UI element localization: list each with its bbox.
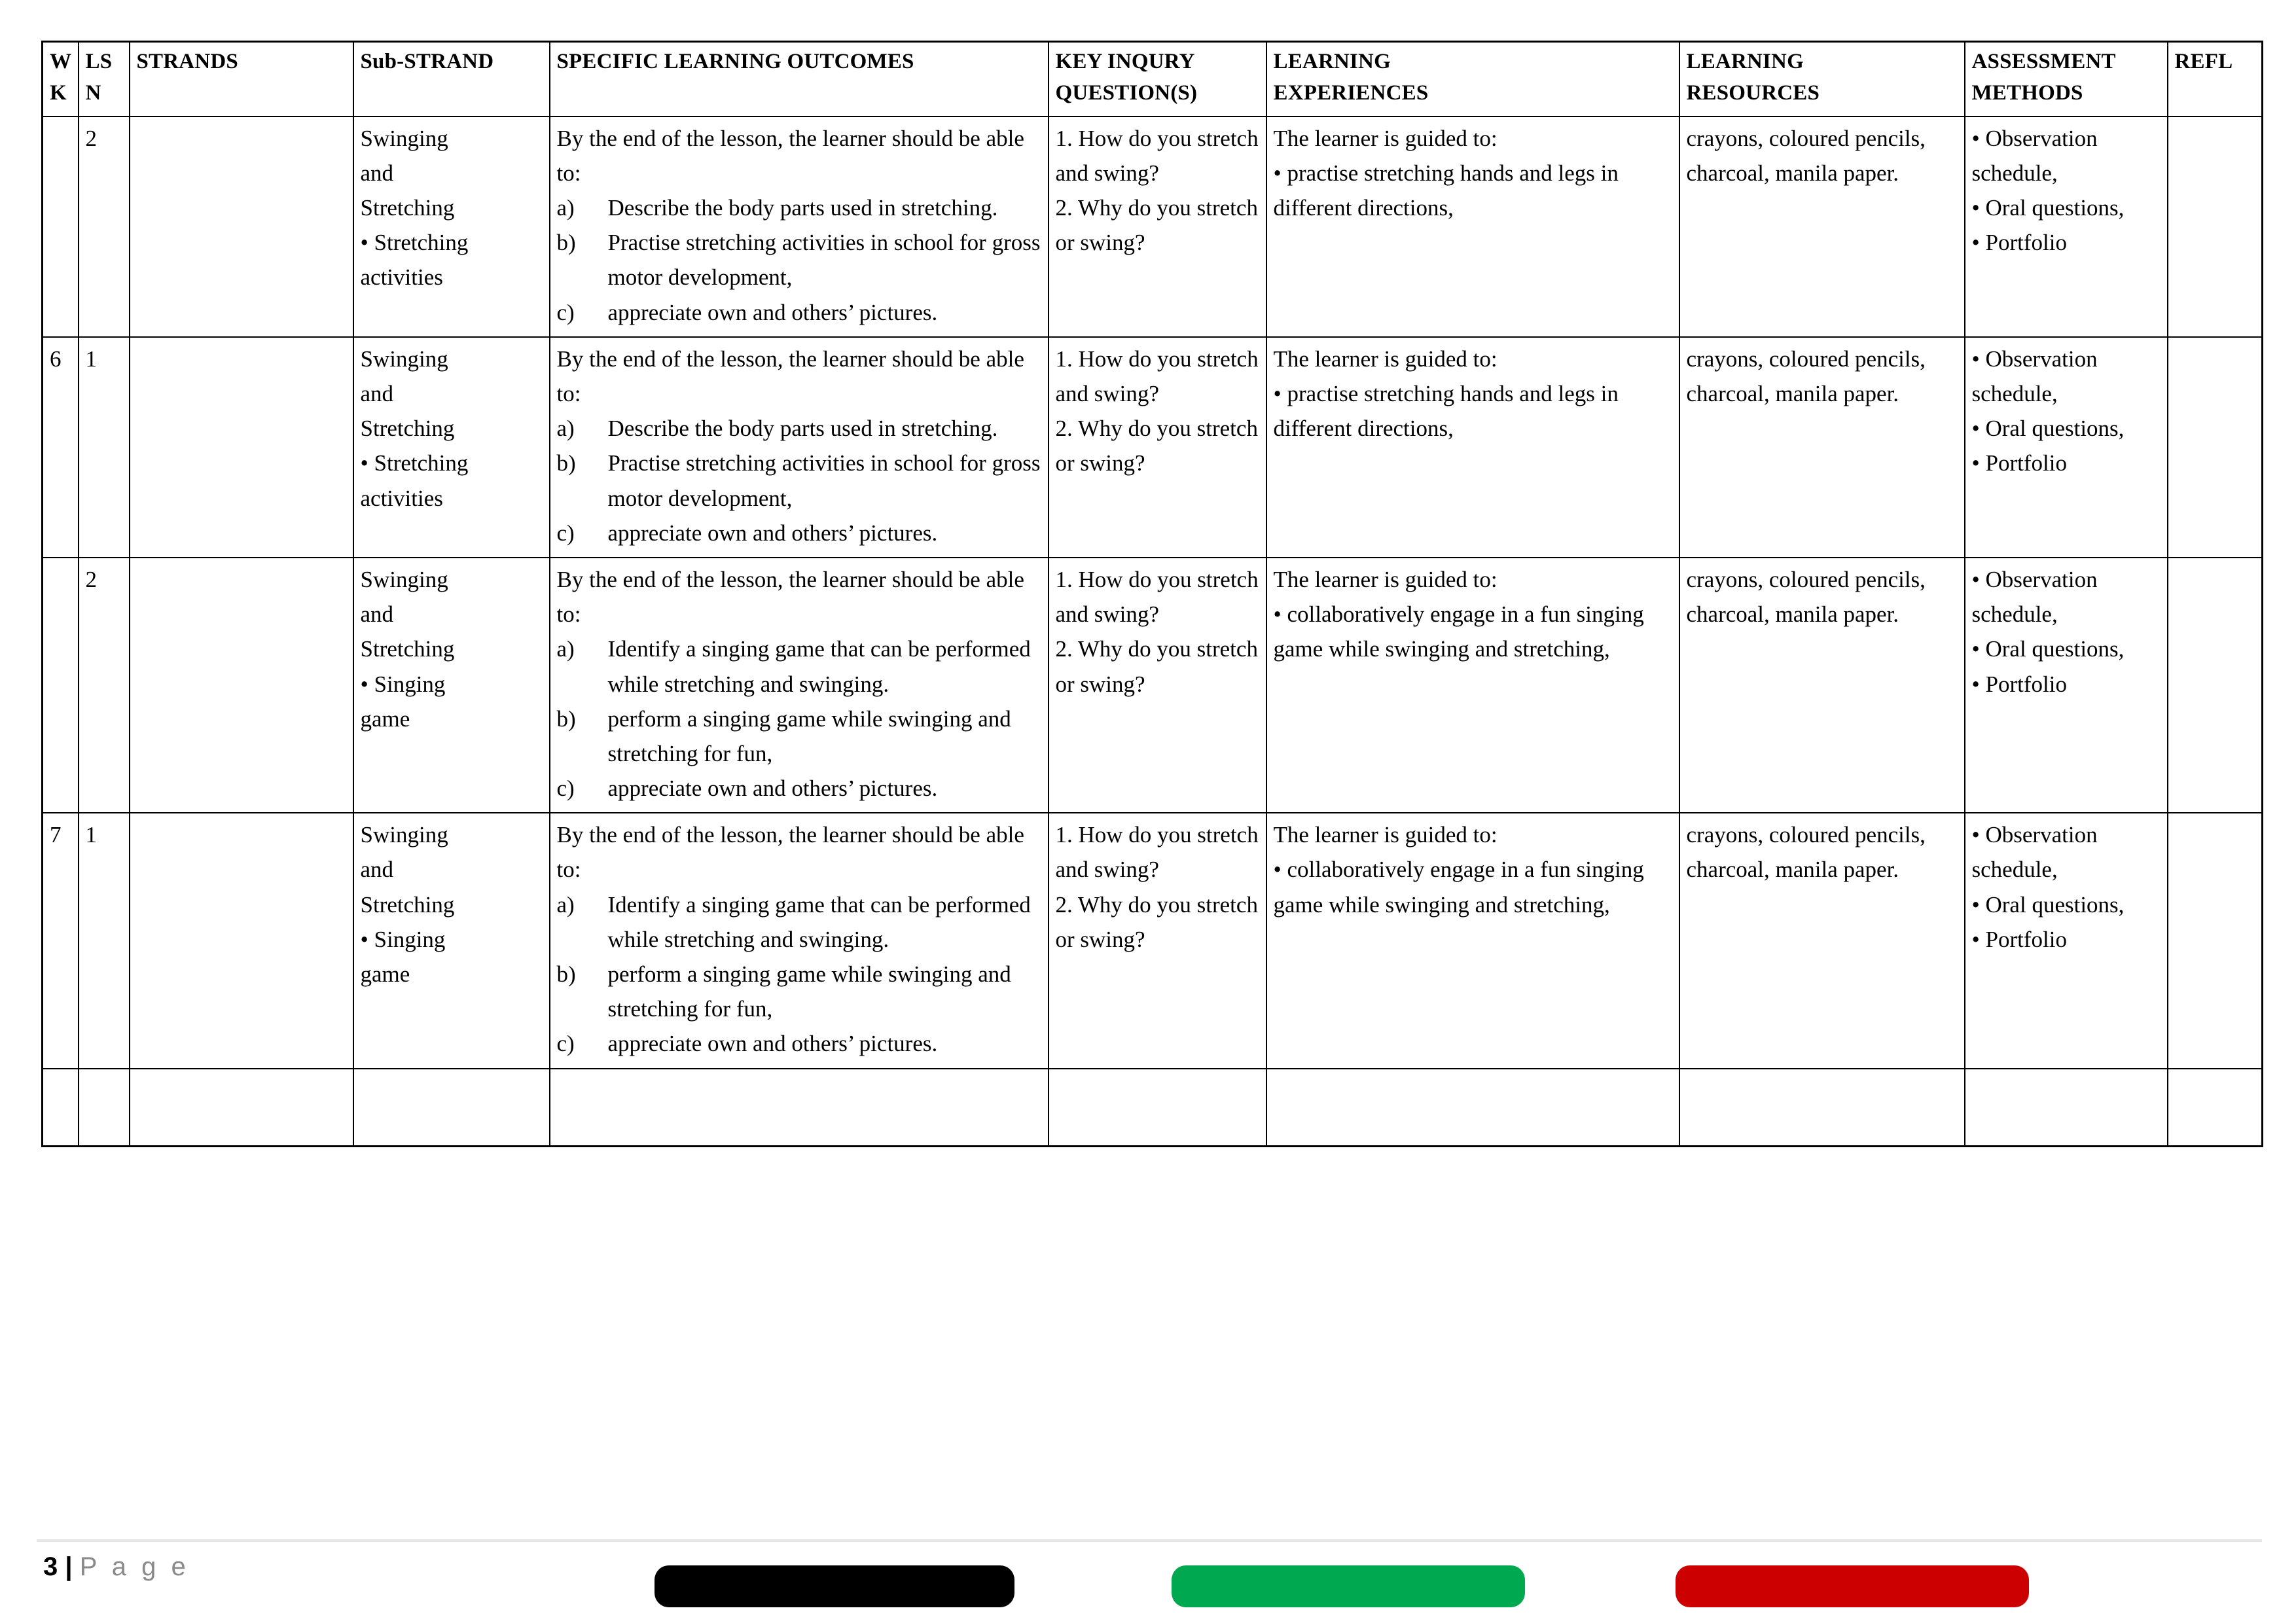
table-row (43, 116, 2263, 337)
table-body (43, 116, 2263, 1146)
cell-key-inquiry-questions (1049, 1069, 1266, 1147)
cell-specific-learning-outcomes (550, 813, 1049, 1068)
cell-assessment-methods (1965, 813, 2168, 1068)
table-row (43, 337, 2263, 558)
scheme-of-work-table-container (41, 41, 2261, 1147)
column-header-refl (2168, 42, 2263, 116)
page-number-value: 3 (43, 1552, 58, 1581)
slo-item-marker: a) (556, 195, 575, 221)
slo-list-item (557, 887, 1041, 957)
slo-item-marker: a) (556, 891, 575, 918)
header-le-line1: LEARNING (1273, 50, 1391, 73)
sub-strand-line: Stretching (360, 195, 455, 221)
cell-reflection (2168, 337, 2263, 558)
header-kiq-line2: QUESTION(S) (1055, 80, 1198, 105)
assessment-method-item: • Observation schedule, (1971, 346, 2098, 406)
cell-lesson-number: 2 (79, 116, 130, 337)
sub-strand-line: Swinging (360, 125, 448, 151)
footer-divider-rule (37, 1539, 2262, 1542)
sub-strand-line: game (360, 961, 410, 987)
slo-item-text: perform a singing game while swinging and stretching for fun, (607, 961, 1011, 1022)
slo-lead-in: By the end of the lesson, the learner should be able to: (556, 566, 1024, 628)
slo-list-item (557, 411, 1041, 446)
cell-week (43, 558, 79, 813)
slo-list-item (557, 295, 1041, 330)
column-header-specific-learning-outcomes (550, 42, 1049, 116)
cell-key-inquiry-questions (1049, 337, 1266, 558)
cell-specific-learning-outcomes (550, 116, 1049, 337)
sub-strand-line: • Stretching (360, 230, 469, 256)
cell-sub-strand (353, 813, 550, 1068)
key-inquiry-question: 1. How do you stretch and swing? (1055, 822, 1259, 883)
slo-lead-in: By the end of the lesson, the learner should be able to: (556, 822, 1024, 883)
slo-item-text: Identify a singing game that can be performed while stretching and swinging. (607, 636, 1031, 697)
slo-item-marker: a) (556, 416, 575, 442)
sub-strand-line: Swinging (360, 566, 448, 592)
slo-item-text: Describe the body parts used in stretching. (607, 195, 998, 221)
slo-item-text: appreciate own and others’ pictures. (607, 520, 938, 546)
learning-experiences-lead-in: The learner is guided to: (1273, 822, 1498, 848)
slo-list (557, 190, 1041, 330)
cell-reflection (2168, 116, 2263, 337)
cell-reflection (2168, 813, 2263, 1068)
sub-strand-line: activities (360, 485, 443, 511)
assessment-method-item: • Oral questions, (1971, 195, 2125, 221)
header-strands-text: STRANDS (136, 50, 238, 73)
column-header-strands (130, 42, 353, 116)
slo-item-text: perform a singing game while swinging and stretching for fun, (607, 705, 1011, 766)
page-number-footer (43, 1552, 190, 1582)
slo-list-item (557, 446, 1041, 515)
cell-strands (130, 558, 353, 813)
learning-experiences-lead-in: The learner is guided to: (1273, 346, 1498, 372)
slo-item-marker: c) (556, 299, 575, 325)
sub-strand-line: Stretching (360, 891, 455, 918)
cell-key-inquiry-questions (1049, 813, 1266, 1068)
cell-lesson-number (79, 1069, 130, 1147)
slo-item-text: appreciate own and others’ pictures. (607, 1031, 938, 1057)
slo-list-item (557, 516, 1041, 550)
cell-lesson-number: 2 (79, 558, 130, 813)
cell-assessment-methods (1965, 116, 2168, 337)
slo-list-item (557, 702, 1041, 771)
column-header-assessment-methods (1965, 42, 2168, 116)
cell-strands (130, 813, 353, 1068)
learning-experience-item: • practise stretching hands and legs in different directions, (1273, 160, 1619, 221)
slo-list (557, 411, 1041, 550)
cell-assessment-methods (1965, 558, 2168, 813)
footer-black-bar (655, 1565, 1014, 1607)
learning-experiences-lead-in: The learner is guided to: (1273, 566, 1498, 592)
cell-learning-experiences (1266, 813, 1679, 1068)
key-inquiry-question: 2. Why do you stretch or swing? (1055, 416, 1258, 476)
cell-strands (130, 1069, 353, 1147)
slo-item-marker: b) (556, 705, 576, 732)
column-header-key-inquiry-questions (1049, 42, 1266, 116)
footer-green-bar (1172, 1565, 1525, 1607)
assessment-method-item: • Oral questions, (1971, 636, 2125, 662)
header-wk-line2: K (50, 80, 67, 105)
learning-resources-text: crayons, coloured pencils, charcoal, manila paper. (1686, 566, 1926, 628)
table-header (43, 42, 2263, 116)
cell-learning-experiences (1266, 558, 1679, 813)
sub-strand-line: and (360, 381, 394, 406)
cell-reflection (2168, 1069, 2263, 1147)
header-lr-line1: LEARNING (1686, 50, 1804, 73)
cell-key-inquiry-questions (1049, 116, 1266, 337)
slo-item-marker: a) (556, 636, 575, 662)
header-lsn-line1: LS (85, 50, 113, 73)
slo-item-marker: b) (556, 230, 576, 256)
slo-lead-in: By the end of the lesson, the learner should be able to: (556, 125, 1024, 186)
slo-item-text: Describe the body parts used in stretching. (607, 416, 998, 442)
slo-list-item (557, 225, 1041, 294)
assessment-method-item: • Observation schedule, (1971, 822, 2098, 883)
cell-strands (130, 337, 353, 558)
cell-learning-resources (1679, 337, 1965, 558)
cell-learning-resources (1679, 558, 1965, 813)
cell-sub-strand (353, 558, 550, 813)
learning-experience-item: • collaboratively engage in a fun singing game while swinging and stretching, (1273, 857, 1644, 918)
cell-sub-strand (353, 116, 550, 337)
cell-sub-strand (353, 337, 550, 558)
cell-lesson-number: 1 (79, 337, 130, 558)
cell-learning-resources (1679, 116, 1965, 337)
cell-key-inquiry-questions (1049, 558, 1266, 813)
slo-item-text: appreciate own and others’ pictures. (607, 776, 938, 802)
scheme-of-work-table (41, 41, 2263, 1147)
slo-lead-in: By the end of the lesson, the learner should be able to: (556, 346, 1024, 406)
cell-lesson-number: 1 (79, 813, 130, 1068)
slo-item-marker: b) (556, 961, 576, 987)
cell-week (43, 116, 79, 337)
key-inquiry-question: 1. How do you stretch and swing? (1055, 346, 1259, 406)
sub-strand-line: Stretching (360, 636, 455, 662)
header-am-line2: METHODS (1971, 80, 2083, 105)
sub-strand-line: Stretching (360, 416, 455, 442)
sub-strand-line: Swinging (360, 346, 448, 372)
column-header-learning-experiences (1266, 42, 1679, 116)
cell-specific-learning-outcomes (550, 1069, 1049, 1147)
key-inquiry-question: 1. How do you stretch and swing? (1055, 566, 1259, 628)
slo-item-text: Practise stretching activities in school for gross motor development, (607, 450, 1041, 511)
key-inquiry-question: 2. Why do you stretch or swing? (1055, 636, 1258, 697)
cell-week: 6 (43, 337, 79, 558)
slo-list-item (557, 632, 1041, 701)
learning-experiences-lead-in: The learner is guided to: (1273, 125, 1498, 151)
key-inquiry-question: 2. Why do you stretch or swing? (1055, 891, 1258, 952)
sub-strand-line: Swinging (360, 822, 448, 848)
assessment-method-item: • Observation schedule, (1971, 566, 2098, 628)
table-row (43, 558, 2263, 813)
cell-specific-learning-outcomes (550, 337, 1049, 558)
column-header-lsn (79, 42, 130, 116)
cell-learning-experiences (1266, 1069, 1679, 1147)
footer-red-bar (1676, 1565, 2029, 1607)
header-lr-line2: RESOURCES (1686, 80, 1820, 105)
header-refl-text: REFL (2174, 50, 2233, 73)
sub-strand-line: • Stretching (360, 450, 469, 476)
sub-strand-line: activities (360, 264, 443, 291)
cell-specific-learning-outcomes (550, 558, 1049, 813)
header-le-line2: EXPERIENCES (1273, 80, 1429, 105)
key-inquiry-question: 1. How do you stretch and swing? (1055, 125, 1259, 186)
slo-list (557, 887, 1041, 1061)
learning-resources-text: crayons, coloured pencils, charcoal, manila paper. (1686, 822, 1926, 883)
slo-list (557, 632, 1041, 806)
column-header-sub-strand (353, 42, 550, 116)
cell-strands (130, 116, 353, 337)
cell-assessment-methods (1965, 1069, 2168, 1147)
header-slo-text: SPECIFIC LEARNING OUTCOMES (556, 50, 914, 73)
slo-list-item (557, 957, 1041, 1026)
assessment-method-item: • Portfolio (1971, 450, 2067, 476)
page-label-word: P a g e (79, 1552, 190, 1581)
key-inquiry-question: 2. Why do you stretch or swing? (1055, 195, 1258, 256)
sub-strand-line: • Singing (360, 926, 446, 952)
assessment-method-item: • Oral questions, (1971, 416, 2125, 442)
sub-strand-line: and (360, 857, 394, 883)
slo-item-marker: c) (556, 776, 575, 802)
cell-week: 7 (43, 813, 79, 1068)
learning-resources-text: crayons, coloured pencils, charcoal, manila paper. (1686, 125, 1926, 186)
slo-item-marker: c) (556, 1031, 575, 1057)
cell-sub-strand (353, 1069, 550, 1147)
cell-learning-resources (1679, 1069, 1965, 1147)
sub-strand-line: game (360, 705, 410, 732)
column-header-learning-resources (1679, 42, 1965, 116)
cell-reflection (2168, 558, 2263, 813)
header-row (43, 42, 2263, 116)
slo-list-item (557, 190, 1041, 225)
learning-experience-item: • practise stretching hands and legs in different directions, (1273, 381, 1619, 442)
cell-learning-experiences (1266, 337, 1679, 558)
assessment-method-item: • Portfolio (1971, 230, 2067, 256)
learning-experience-item: • collaboratively engage in a fun singing game while swinging and stretching, (1273, 601, 1644, 662)
header-lsn-line2: N (85, 80, 101, 105)
header-wk-line1: W (50, 50, 72, 73)
slo-item-text: Identify a singing game that can be performed while stretching and swinging. (607, 891, 1031, 952)
assessment-method-item: • Portfolio (1971, 671, 2067, 697)
assessment-method-item: • Oral questions, (1971, 891, 2125, 918)
slo-list-item (557, 771, 1041, 806)
slo-item-marker: b) (556, 450, 576, 476)
assessment-method-item: • Portfolio (1971, 926, 2067, 952)
slo-item-text: Practise stretching activities in school for gross motor development, (607, 230, 1041, 291)
cell-assessment-methods (1965, 337, 2168, 558)
sub-strand-line: and (360, 160, 394, 186)
header-sub-strand-text: Sub-STRAND (360, 50, 494, 73)
slo-list-item (557, 1026, 1041, 1061)
sub-strand-line: • Singing (360, 671, 446, 697)
sub-strand-line: and (360, 601, 394, 628)
assessment-method-item: • Observation schedule, (1971, 125, 2098, 186)
cell-learning-experiences (1266, 116, 1679, 337)
cell-learning-resources (1679, 813, 1965, 1068)
table-row (43, 1069, 2263, 1147)
learning-resources-text: crayons, coloured pencils, charcoal, manila paper. (1686, 346, 1926, 406)
header-kiq-line1: KEY INQURY (1055, 50, 1195, 73)
slo-item-marker: c) (556, 520, 575, 546)
header-am-line1: ASSESSMENT (1971, 50, 2116, 73)
cell-week (43, 1069, 79, 1147)
slo-item-text: appreciate own and others’ pictures. (607, 299, 938, 325)
page-number-separator: | (65, 1552, 73, 1581)
column-header-wk (43, 42, 79, 116)
table-row (43, 813, 2263, 1068)
